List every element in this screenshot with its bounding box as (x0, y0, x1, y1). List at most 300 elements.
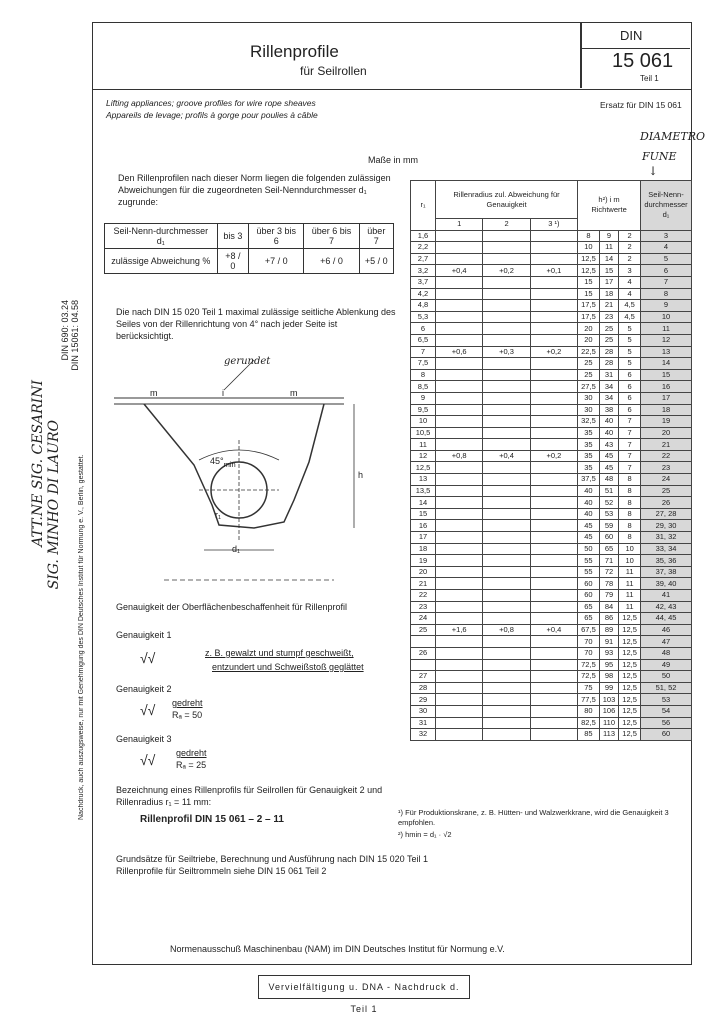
table-cell (530, 636, 577, 648)
table-cell: 60 (599, 532, 618, 544)
table-cell (483, 601, 530, 613)
table-cell: 8 (619, 474, 641, 486)
table-cell (530, 729, 577, 741)
table-cell (436, 485, 483, 497)
table-cell: 72,5 (578, 671, 600, 683)
table-row (411, 729, 692, 741)
table-cell: 15 (599, 265, 618, 277)
table-cell: 8 (619, 508, 641, 520)
table-cell: 17 (411, 532, 436, 544)
angle-value: 45° (210, 456, 224, 466)
table-cell: 13 (411, 474, 436, 486)
table-cell: 25 (599, 334, 618, 346)
table-cell: 37, 38 (641, 566, 692, 578)
table-row (411, 230, 692, 242)
table-cell (530, 300, 577, 312)
table-cell (530, 253, 577, 265)
table-cell: 11 (641, 323, 692, 335)
table-row (411, 601, 692, 613)
table-cell (436, 288, 483, 300)
table-cell: 53 (599, 508, 618, 520)
table-cell: 7 (619, 416, 641, 428)
table-cell: 11 (411, 439, 436, 451)
table-cell: 20 (411, 566, 436, 578)
ablenkung-text: Die nach DIN 15 020 Teil 1 maximal zulässige seitliche Ablenkung des Seiles von der Rillenrichtung von 4° nach jeder Seite ist berücksichtigt. (116, 307, 396, 341)
table-cell: 38 (599, 404, 618, 416)
deviation-unit: % (202, 256, 211, 266)
table-cell: 12,5 (619, 613, 641, 625)
table-cell: 45 (599, 462, 618, 474)
table-cell: 45 (578, 532, 600, 544)
table-cell: 45 (599, 450, 618, 462)
table-cell: 5 (641, 253, 692, 265)
table-cell (530, 659, 577, 671)
table-cell (530, 694, 577, 706)
table-row (411, 485, 692, 497)
table-cell (483, 578, 530, 590)
table-row (411, 636, 692, 648)
table-cell: 65 (599, 543, 618, 555)
subtitle-english: Lifting appliances; groove profiles for wire rope sheaves (106, 98, 316, 108)
table-cell: 35 (578, 439, 600, 451)
table-cell (483, 462, 530, 474)
table-cell: 52 (599, 497, 618, 509)
table-cell: 42, 43 (641, 601, 692, 613)
table-cell: 11 (619, 578, 641, 590)
table-cell: 3,7 (411, 276, 436, 288)
table-cell (530, 242, 577, 254)
table-cell (483, 497, 530, 509)
table-cell (483, 566, 530, 578)
copy-stamp: Vervielfältigung u. DNA - Nachdruck d. Teil 1 (258, 975, 470, 999)
deviation-head: über 6 bis 7 (304, 224, 359, 249)
table-cell: 6 (619, 381, 641, 393)
table-row (411, 647, 692, 659)
table-cell: 14 (599, 253, 618, 265)
table-cell: 40 (599, 427, 618, 439)
table-cell: 37,5 (578, 474, 600, 486)
table-cell: 8 (641, 288, 692, 300)
table-cell (530, 601, 577, 613)
table-cell: 43 (599, 439, 618, 451)
table-cell (483, 300, 530, 312)
table-cell: 30 (578, 392, 600, 404)
table-cell (436, 694, 483, 706)
table-cell (483, 392, 530, 404)
table-cell (436, 242, 483, 254)
table-row (411, 682, 692, 694)
table-row (411, 265, 692, 277)
table-cell: 60 (641, 729, 692, 741)
table-row (411, 705, 692, 717)
table-cell: 6 (411, 323, 436, 335)
table-cell: 39, 40 (641, 578, 692, 590)
table-cell: 6 (641, 265, 692, 277)
table-head-acc: 1 (436, 219, 483, 231)
table-cell (483, 369, 530, 381)
table-cell: 55 (578, 555, 600, 567)
table-cell (530, 682, 577, 694)
table-cell: 22 (641, 450, 692, 462)
deviation-value: +6 / 0 (304, 249, 359, 274)
table-cell (483, 555, 530, 567)
table-cell: 40 (578, 508, 600, 520)
table-cell: 103 (599, 694, 618, 706)
table-cell (483, 694, 530, 706)
table-cell: 27,5 (578, 381, 600, 393)
table-cell: +1,6 (436, 624, 483, 636)
surface-symbol-icon: √√ (140, 752, 156, 768)
table-cell (530, 404, 577, 416)
table-cell (483, 323, 530, 335)
table-cell: 110 (599, 717, 618, 729)
table-cell (483, 230, 530, 242)
table-cell (411, 659, 436, 671)
table-row (411, 242, 692, 254)
table-cell: 16 (641, 381, 692, 393)
table-cell (483, 520, 530, 532)
table-cell (530, 578, 577, 590)
table-cell: 12,5 (619, 624, 641, 636)
table-cell: 10 (411, 416, 436, 428)
table-cell: 11 (619, 601, 641, 613)
table-cell: 20 (578, 334, 600, 346)
table-cell: 46 (641, 624, 692, 636)
table-cell: 24 (411, 613, 436, 625)
table-row (411, 543, 692, 555)
table-cell: 8 (619, 485, 641, 497)
table-cell: 12 (641, 334, 692, 346)
table-cell: 8 (619, 497, 641, 509)
table-cell (483, 439, 530, 451)
table-cell: 34 (599, 392, 618, 404)
table-cell: 86 (599, 613, 618, 625)
table-cell (483, 682, 530, 694)
table-cell (530, 230, 577, 242)
table-cell: 99 (599, 682, 618, 694)
label-m-left: m (150, 388, 158, 398)
table-cell (530, 369, 577, 381)
table-cell: 75 (578, 682, 600, 694)
table-row (411, 566, 692, 578)
deviation-value: +8 / 0 (217, 249, 248, 274)
groove-dimensions-table (410, 180, 692, 741)
table-cell (483, 334, 530, 346)
table-cell (436, 566, 483, 578)
table-cell (483, 671, 530, 683)
table-cell (483, 705, 530, 717)
table-row (411, 276, 692, 288)
table-cell: 8 (578, 230, 600, 242)
table-cell: 113 (599, 729, 618, 741)
deviation-head: über 3 bis 6 (249, 224, 304, 249)
table-cell: 22 (411, 590, 436, 602)
table-row (411, 253, 692, 265)
table-cell: 10 (641, 311, 692, 323)
table-cell (483, 358, 530, 370)
table-cell: 13,5 (411, 485, 436, 497)
table-cell: 93 (599, 647, 618, 659)
table-cell: 72,5 (578, 659, 600, 671)
table-cell: 53 (641, 694, 692, 706)
din-label: DIN (620, 28, 643, 43)
table-cell: 50 (641, 671, 692, 683)
table-cell (483, 532, 530, 544)
handwritten-fune: FUNE (642, 150, 677, 163)
deviation-row-label (105, 249, 218, 274)
table-cell: 12,5 (619, 682, 641, 694)
intro-text: Den Rillenprofilen nach dieser Norm liegen die folgenden zulässigen Abweichungen für die zugeordneten Seil-Nenndurchmesser d₁ zugrunde: (118, 173, 391, 207)
table-cell: 56 (641, 717, 692, 729)
table-cell: 23 (411, 601, 436, 613)
table-cell: 9,5 (411, 404, 436, 416)
table-cell (483, 381, 530, 393)
table-cell (530, 520, 577, 532)
table-cell: 12,5 (619, 659, 641, 671)
table-cell (530, 671, 577, 683)
label-r1: r₁ (215, 510, 222, 520)
table-cell (483, 636, 530, 648)
genauigkeit-3-text1: gedreht (176, 748, 207, 758)
table-cell: 31 (411, 717, 436, 729)
label-h: h (358, 470, 364, 480)
table-cell: 89 (599, 624, 618, 636)
table-cell (483, 613, 530, 625)
table-cell: +0,2 (483, 265, 530, 277)
table-cell: 31, 32 (641, 532, 692, 544)
table-cell: 59 (599, 520, 618, 532)
table-cell (483, 242, 530, 254)
table-row (411, 439, 692, 451)
ersatz-text: Ersatz für DIN 15 061 (600, 100, 682, 110)
table-cell: 60 (578, 590, 600, 602)
table-cell: 80 (578, 705, 600, 717)
table-row (411, 358, 692, 370)
deviation-head: Seil-Nenn-durchmesser d₁ (105, 224, 218, 249)
handwritten-margin-2: SIG. MINHO DI LAURO (46, 420, 62, 590)
table-cell (411, 636, 436, 648)
table-cell (436, 311, 483, 323)
table-cell: 7 (619, 439, 641, 451)
table-cell: 12,5 (619, 647, 641, 659)
header-divider-h (580, 48, 690, 49)
table-head-acc: 3 ¹) (530, 219, 577, 231)
table-cell: 28 (599, 358, 618, 370)
table-row (411, 346, 692, 358)
table-cell (436, 532, 483, 544)
table-cell: 32 (411, 729, 436, 741)
footnote-1: ¹) Für Produktionskrane, z. B. Hütten- und Walzwerkkrane, wird die Genauigkeit 3 empfohlen. (398, 808, 669, 827)
genauigkeit-1-text1: z. B. gewalzt und stumpf geschweißt, (205, 648, 354, 658)
table-cell: 12,5 (619, 717, 641, 729)
table-cell: 3,2 (411, 265, 436, 277)
table-cell: 10,5 (411, 427, 436, 439)
table-cell: 106 (599, 705, 618, 717)
deviation-head: bis 3 (217, 224, 248, 249)
table-row (411, 532, 692, 544)
header-divider (580, 22, 582, 88)
table-cell: 13 (641, 346, 692, 358)
table-cell (530, 497, 577, 509)
table-cell (530, 381, 577, 393)
table-row (411, 323, 692, 335)
table-cell: 17 (641, 392, 692, 404)
table-cell: 6 (619, 392, 641, 404)
table-row (411, 416, 692, 428)
table-cell (483, 474, 530, 486)
side-stamp: DIN 690: 03.24 (60, 300, 70, 361)
table-cell: 28 (411, 682, 436, 694)
table-row (411, 694, 692, 706)
table-cell (436, 392, 483, 404)
table-cell (436, 253, 483, 265)
table-cell: 19 (411, 555, 436, 567)
table-cell: 21 (641, 439, 692, 451)
table-body (411, 230, 692, 740)
table-cell: 12,5 (578, 265, 600, 277)
table-cell: 98 (599, 671, 618, 683)
label-i: i (222, 388, 224, 398)
table-cell: 2 (619, 242, 641, 254)
table-cell: 35, 36 (641, 555, 692, 567)
footnote-2: ²) hmin = d₁ · √2 (398, 830, 452, 839)
table-cell: 26 (641, 497, 692, 509)
table-cell: 16 (411, 520, 436, 532)
table-cell: 12,5 (411, 462, 436, 474)
table-cell: 44, 45 (641, 613, 692, 625)
surface-text: Genauigkeit der Oberflächenbeschaffenheit für Rillenprofil (116, 602, 347, 612)
table-cell: +0,1 (530, 265, 577, 277)
table-cell: 20 (578, 323, 600, 335)
table-cell: 23 (641, 462, 692, 474)
genauigkeit-1-label: Genauigkeit 1 (116, 630, 172, 640)
table-cell: 2 (619, 230, 641, 242)
table-cell: 1,6 (411, 230, 436, 242)
table-cell: 4,5 (619, 311, 641, 323)
table-cell: 49 (641, 659, 692, 671)
table-cell: 7 (619, 427, 641, 439)
table-row (411, 717, 692, 729)
table-cell: 72 (599, 566, 618, 578)
table-cell (530, 474, 577, 486)
genauigkeit-2-text2: Rₐ = 50 (172, 710, 203, 720)
table-cell: 22,5 (578, 346, 600, 358)
table-cell: 11 (619, 566, 641, 578)
table-cell: 82,5 (578, 717, 600, 729)
table-cell: 19 (641, 416, 692, 428)
grundsatze-text: Grundsätze für Seiltriebe, Berechnung und Ausführung nach DIN 15 020 Teil 1 (116, 854, 429, 864)
table-cell: 20 (641, 427, 692, 439)
table-cell (436, 636, 483, 648)
table-cell: 67,5 (578, 624, 600, 636)
table-cell: 29, 30 (641, 520, 692, 532)
table-cell (436, 705, 483, 717)
table-cell: 18 (641, 404, 692, 416)
table-cell (530, 613, 577, 625)
table-cell (530, 439, 577, 451)
table-cell: 85 (578, 729, 600, 741)
table-cell: 21 (411, 578, 436, 590)
table-cell: 31 (599, 369, 618, 381)
table-cell (436, 462, 483, 474)
label-angle (210, 456, 236, 469)
table-cell (530, 311, 577, 323)
table-cell (530, 416, 577, 428)
table-cell: 18 (411, 543, 436, 555)
table-cell: 17,5 (578, 311, 600, 323)
table-cell: 32,5 (578, 416, 600, 428)
table-cell: 5 (619, 334, 641, 346)
table-cell: 18 (599, 288, 618, 300)
table-cell: 95 (599, 659, 618, 671)
handwritten-diametro: DIAMETRO (640, 130, 706, 143)
table-cell: 45 (578, 520, 600, 532)
table-cell (436, 497, 483, 509)
table-cell: 10 (619, 555, 641, 567)
deviation-head: über 7 (359, 224, 393, 249)
table-cell: 65 (578, 601, 600, 613)
table-row (411, 659, 692, 671)
table-cell: 77,5 (578, 694, 600, 706)
table-row (411, 334, 692, 346)
table-row (411, 474, 692, 486)
table-cell: 15 (411, 508, 436, 520)
table-head-richtwerte: h²) i m Richtwerte (578, 181, 641, 231)
masse-label: Maße in mm (368, 155, 419, 165)
table-cell: 12,5 (578, 253, 600, 265)
table-row (411, 462, 692, 474)
table-row (411, 624, 692, 636)
table-row (411, 590, 692, 602)
table-cell: 78 (599, 578, 618, 590)
table-cell: 25 (578, 358, 600, 370)
table-cell (530, 717, 577, 729)
table-cell: 5 (619, 346, 641, 358)
table-row (411, 404, 692, 416)
table-row (411, 392, 692, 404)
table-cell (530, 462, 577, 474)
table-cell: 5 (619, 323, 641, 335)
table-cell (530, 392, 577, 404)
table-cell (530, 427, 577, 439)
table-row (411, 311, 692, 323)
table-cell: 10 (578, 242, 600, 254)
side-stamp: DIN 15061: 04.58 (70, 300, 80, 371)
table-cell: 30 (578, 404, 600, 416)
table-cell: 60 (578, 578, 600, 590)
table-cell (436, 381, 483, 393)
label-d1: d₁ (232, 544, 241, 554)
table-cell: +0,4 (436, 265, 483, 277)
table-cell: 7 (619, 450, 641, 462)
genauigkeit-1-text2: entzundert und Schweißstoß geglättet (212, 662, 364, 672)
table-cell (530, 647, 577, 659)
table-cell: 9 (641, 300, 692, 312)
table-cell: 40 (599, 416, 618, 428)
table-cell (436, 578, 483, 590)
document-subtitle: für Seilrollen (300, 64, 367, 78)
table-cell: 40 (578, 497, 600, 509)
table-cell (530, 288, 577, 300)
table-cell: 4 (619, 276, 641, 288)
table-head-seil: Seil-Nenn-durchmesser d₁ (641, 181, 692, 231)
table-cell: 50 (578, 543, 600, 555)
table-cell (436, 508, 483, 520)
table-cell: 9 (411, 392, 436, 404)
genauigkeit-2-label: Genauigkeit 2 (116, 684, 172, 694)
table-cell: 34 (599, 381, 618, 393)
table-cell: 3 (641, 230, 692, 242)
